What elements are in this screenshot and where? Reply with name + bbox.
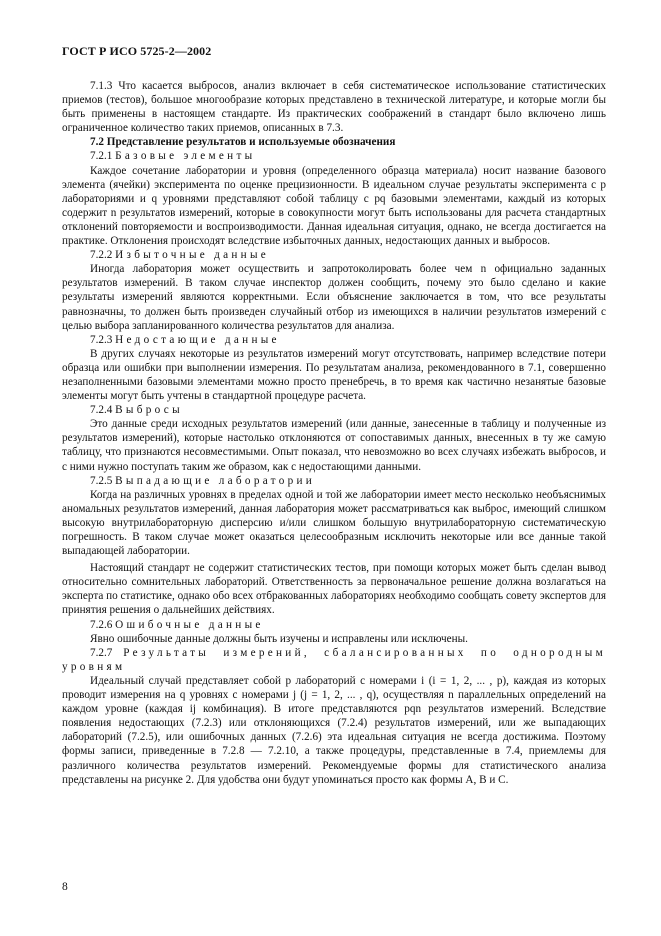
subsection-title: Выбросы <box>115 404 183 417</box>
subsection-heading-7-2-4 <box>62 403 606 417</box>
paragraph-7-1-3: 7.1.3 Что касается выбросов, анализ включает в себя систематическое использование статистических приемов (тестов), большое многообразие которых представлено в технической литературе, и которые могли бы быть применены в настоящем стандарте. Из практических соображений в стандарт было включено лишь ограниченное количество таких приемов, описанных в 7.3. <box>62 80 606 135</box>
subsection-number: 7.2.3 <box>90 333 113 346</box>
paragraph-7-2-4: Это данные среди исходных результатов измерений (или данные, занесенные в таблицу и полученные из результатов измерений), которые настолько отклоняются от сопоставимых данных, внесенных в ту же самую таблицу, что признаются несовместимыми. Опыт показал, что невозможно во всех случаях избежать выбросов, и с ними нужно поступать таким же образом, как с недостающими данными. <box>62 418 606 473</box>
paragraph-7-2-2: Иногда лаборатория может осуществить и запротоколировать более чем n официально заданных результатов измерений. В таком случае инспектор должен сообщить, почему это было сделано и какие результаты измерений являются корректными. Если объяснение заключается в том, что все результаты равнозначны, то должен быть произведен случайный отбор из имеющихся в наличии результатов измерений с целью выбора запланированного количества результатов для анализа. <box>62 263 606 332</box>
paragraph-7-2-3: В других случаях некоторые из результатов измерений могут отсутствовать, например вследствие потери образца или ошибки при выполнении измерения. По результатам анализа, рекомендованного в 7.1, совершенно незаполненными базовыми элементами можно просто пренебречь, в то время как частично незанятые базовые элементы могут быть учтены в стандартной процедуре расчета. <box>62 347 606 403</box>
page-number: 8 <box>62 881 68 893</box>
subsection-heading-7-2-5 <box>62 474 606 488</box>
paragraph-7-2-5-b: Настоящий стандарт не содержит статистических тестов, при помощи которых может быть сделан вывод относительно сомнительных лабораторий. Ответственность за первоначальное решение должна возлагаться на эксперта по статистике, однако обо всех отбракованных лабораториях необходимо сообщать совету экспертов для принятия решения о дальнейших действиях. <box>62 562 606 617</box>
document-body <box>62 79 606 787</box>
subsection-title: Выпадающие лаборатории <box>115 474 316 487</box>
subsection-title: Избыточные данные <box>115 249 270 262</box>
subsection-title: Результаты измерений, сбалансированных по однородным уровням <box>62 646 606 673</box>
subsection-heading-7-2-1 <box>62 149 606 163</box>
subsection-heading-7-2-6 <box>62 618 606 632</box>
subsection-heading-7-2-2 <box>62 248 606 262</box>
subsection-number: 7.2.4 <box>90 404 113 417</box>
subsection-number: 7.2.1 <box>90 150 113 163</box>
subsection-title: Недостающие данные <box>115 333 280 346</box>
paragraph-7-2-7: Идеальный случай представляет собой p лабораторий с номерами i (i = 1, 2, ... , p), каждая из которых проводит измерения на q уровнях с номерами j (j = 1, 2, ... , q), осуществляя n параллельных определений на каждом уровне (каждая ij комбинация). В итоге представляются pqn результатов измерений. Вследствие появления недостающих (7.2.3) или отклоняющихся (7.2.4) результатов измерений, или же выпадающих лабораторий (7.2.5), или ошибочных данных (7.2.6) эта идеальная ситуация не всегда достижима. Поэтому формы записи, приведенные в 7.2.8 — 7.2.10, а также процедуры, представленные в 7.4, приемлемы для различного количества результатов измерений. Рекомендуемые формы для статистического анализа представлены на рисунке 2. Для удобства они будут упоминаться просто как формы А, В и С. <box>62 674 606 786</box>
document-header: ГОСТ Р ИСО 5725-2—2002 <box>62 44 212 58</box>
section-heading-7-2: 7.2 Представление результатов и используемые обозначения <box>90 136 396 149</box>
subsection-heading-7-2-3 <box>62 333 606 347</box>
subsection-title: Базовые элементы <box>115 150 256 163</box>
subsection-heading-7-2-7 <box>62 646 606 674</box>
subsection-title: Ошибочные данные <box>115 618 264 631</box>
paragraph-7-2-5-a: Когда на различных уровнях в пределах одной и той же лаборатории имеет место несколько необъяснимых аномальных результатов измерений, данная лаборатория может рассматриваться как выброс, имеющий слишком высокую внутрилабораторную дисперсию и/или слишком большую внутрилабораторную систематическую погрешность. В таком случае может оказаться целесообразным исключить некоторые или все данные такой выпадающей лаборатории. <box>62 488 606 558</box>
paragraph-7-2-6: Явно ошибочные данные должны быть изучены и исправлены или исключены. <box>90 632 468 645</box>
subsection-number: 7.2.5 <box>90 474 113 487</box>
subsection-number: 7.2.7 <box>90 646 113 659</box>
subsection-number: 7.2.6 <box>90 618 113 631</box>
subsection-number: 7.2.2 <box>90 249 113 262</box>
paragraph-7-2-1: Каждое сочетание лаборатории и уровня (определенного образца материала) носит название базового элемента (ячейки) эксперимента по оценке прецизионности. В идеальном случае результаты эксперимента с p лабораториями и q уровнями представляют собой таблицу с pq базовыми элементами, каждый из которых содержит n результатов измерений, которые в совокупности могут быть использованы для расчета стандартных отклонений повторяемости и воспроизводимости. Данная идеальная ситуация, однако, не всегда достигается на практике. Отклонения происходят вследствие избыточных данных, недостающих данных и выбросов. <box>62 164 606 248</box>
